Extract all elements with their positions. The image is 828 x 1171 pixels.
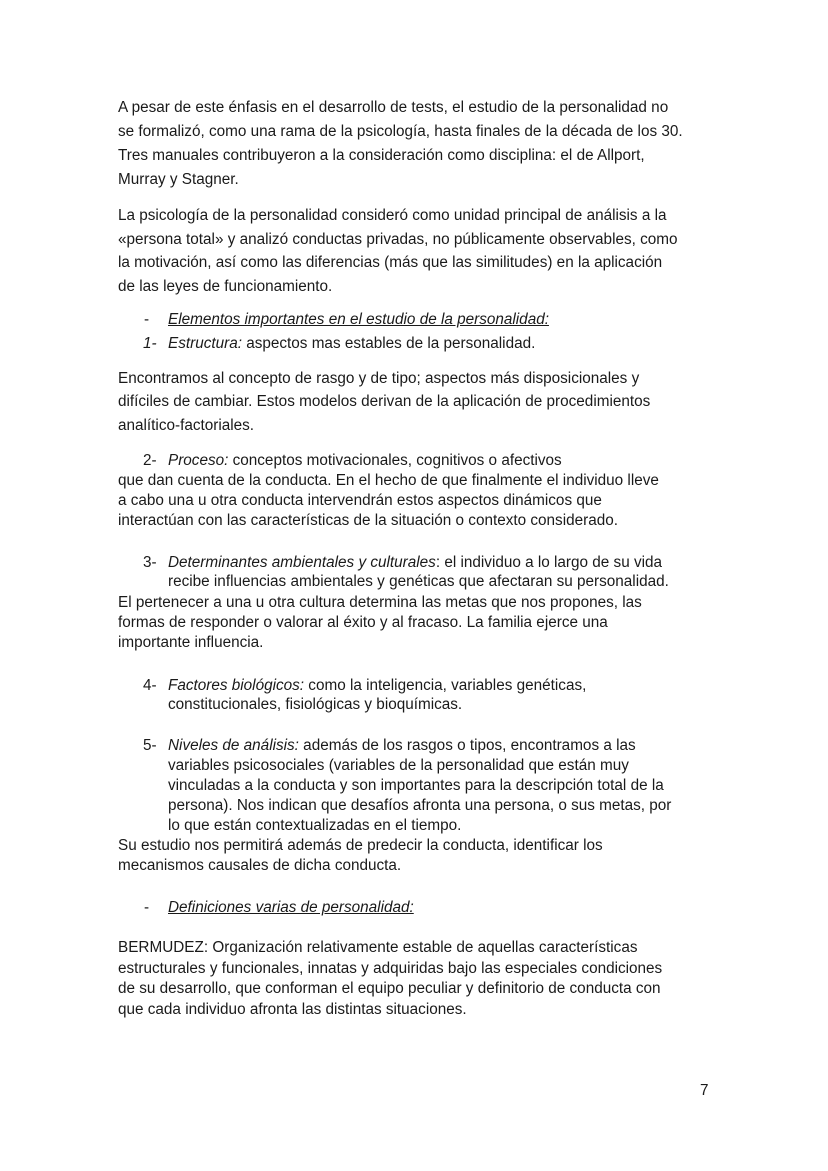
text-line: de su desarrollo, que conforman el equipo peculiar y definitorio de conducta con xyxy=(118,980,661,997)
text-line: difíciles de cambiar. Estos modelos derivan de la aplicación de procedimientos xyxy=(118,393,651,410)
page-number: 7 xyxy=(700,1082,709,1099)
text-line: que dan cuenta de la conducta. En el hecho de que finalmente el individuo lleve xyxy=(118,472,659,489)
text-line: Su estudio nos permitirá además de predecir la conducta, identificar los xyxy=(118,837,603,854)
text-line: mecanismos causales de dicha conducta. xyxy=(118,857,402,874)
text-line: se formalizó, como una rama de la psicología, hasta finales de la década de los 30. xyxy=(118,123,683,140)
text-line: vinculadas a la conducta y son importantes para la descripción total de la xyxy=(168,777,664,794)
item-text: conceptos motivacionales, cognitivos o afectivos xyxy=(228,452,562,469)
heading-text: Definiciones varias de personalidad: xyxy=(168,899,414,916)
text-line: BERMUDEZ: Organización relativamente estable de aquellas características xyxy=(118,939,638,956)
item-number: 3- xyxy=(143,554,157,571)
item-label: Niveles de análisis: xyxy=(168,737,299,754)
item-number: 4- xyxy=(143,677,157,694)
text-line: estructurales y funcionales, innatas y adquiridas bajo las especiales condiciones xyxy=(118,960,663,977)
item-label: Factores biológicos: xyxy=(168,677,305,694)
text-line: de las leyes de funcionamiento. xyxy=(118,278,333,295)
text-line: lo que están contextualizadas en el tiempo. xyxy=(168,817,462,834)
text-line: analítico-factoriales. xyxy=(118,417,255,434)
text-line: El pertenecer a una u otra cultura determina las metas que nos propones, las xyxy=(118,594,642,611)
text-line: interactúan con las características de la situación o contexto considerado. xyxy=(118,512,618,529)
heading-text: Elementos importantes en el estudio de la personalidad: xyxy=(168,311,549,328)
item-number: 5- xyxy=(143,737,157,754)
bullet-dash: - xyxy=(144,311,150,328)
item-text: además de los rasgos o tipos, encontramos a las xyxy=(298,737,636,754)
text-line: «persona total» y analizó conductas privadas, no públicamente observables, como xyxy=(118,231,678,248)
text-line: constitucionales, fisiológicas y bioquímicas. xyxy=(168,696,463,713)
item-label: Estructura: xyxy=(168,335,242,352)
text-line: que cada individuo afronta las distintas situaciones. xyxy=(118,1001,467,1018)
item-label: Proceso: xyxy=(168,452,229,469)
text-line: Murray y Stagner. xyxy=(118,171,239,188)
text-line: a cabo una u otra conducta intervendrán estos aspectos dinámicos que xyxy=(118,492,602,509)
text-line: Encontramos al concepto de rasgo y de tipo; aspectos más disposicionales y xyxy=(118,370,640,387)
item-text: aspectos mas estables de la personalidad. xyxy=(241,335,536,352)
item-number: 2- xyxy=(143,452,157,469)
text-line: Tres manuales contribuyeron a la consideración como disciplina: el de Allport, xyxy=(118,147,645,164)
bullet-dash: - xyxy=(144,899,150,916)
item-label: Determinantes ambientales y culturales xyxy=(168,554,436,571)
text-line: recibe influencias ambientales y genéticas que afectaran su personalidad. xyxy=(168,573,669,590)
text-line: formas de responder o valorar al éxito y al fracaso. La familia ejerce una xyxy=(118,614,608,631)
item-text: : el individuo a lo largo de su vida xyxy=(435,554,663,571)
text-line: importante influencia. xyxy=(118,634,264,651)
text-line: La psicología de la personalidad consideró como unidad principal de análisis a la xyxy=(118,207,667,224)
text-line: variables psicosociales (variables de la personalidad que están muy xyxy=(168,757,629,774)
text-line: A pesar de este énfasis en el desarrollo de tests, el estudio de la personalidad no xyxy=(118,99,669,116)
item-number: 1- xyxy=(143,335,157,352)
text-line: persona). Nos indican que desafíos afronta una persona, o sus metas, por xyxy=(168,797,672,814)
item-text: como la inteligencia, variables genéticas, xyxy=(304,677,587,694)
text-line: la motivación, así como las diferencias (más que las similitudes) en la aplicación xyxy=(118,254,663,271)
